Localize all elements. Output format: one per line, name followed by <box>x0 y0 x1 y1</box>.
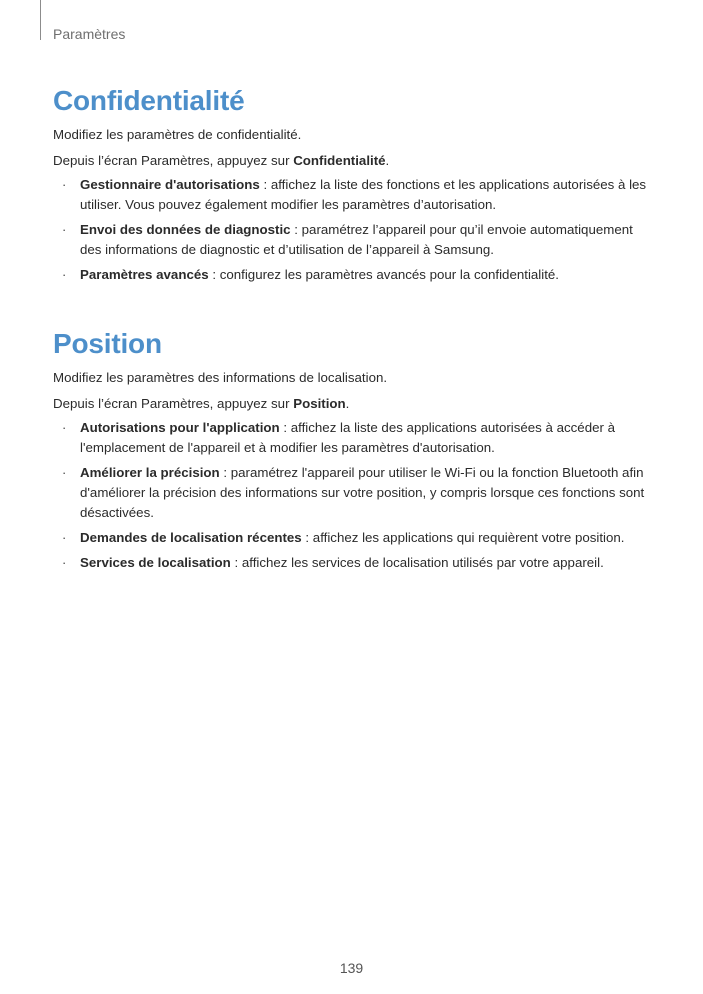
option-description: : paramétrez l'appareil pour utiliser le Wi-Fi ou la fonction Bluetooth afin d'améliorer la précision des informations sur votre position, y compris lorsque ces fonctions sont désactivées. <box>80 465 645 520</box>
option-term: Gestionnaire d'autorisations <box>80 177 260 192</box>
option-description: : affichez les applications qui requièrent votre position. <box>301 530 625 545</box>
section-title: Position <box>53 328 162 359</box>
section-intro: Modifiez les paramètres de confidentialité. <box>53 127 302 142</box>
navigation-instruction <box>53 394 653 414</box>
bullet-icon: · <box>62 465 67 480</box>
page-number: 139 <box>339 960 364 976</box>
bullet-icon: · <box>62 530 67 545</box>
list-item <box>53 220 653 260</box>
list-item <box>53 553 653 573</box>
option-list <box>53 418 653 573</box>
bullet-icon: · <box>62 267 67 282</box>
option-description: : affichez la liste des applications autorisées à accéder à l'emplacement de l'appareil et à modifier les paramètres d'autorisation. <box>80 420 615 455</box>
section-confidentialite <box>53 84 653 290</box>
option-description: : paramétrez l’appareil pour qu’il envoie automatiquement des informations de diagnostic et d’utilisation de l’appareil à Samsung. <box>80 222 633 257</box>
option-term: Améliorer la précision <box>80 465 220 480</box>
option-description: : affichez les services de localisation utilisés par votre appareil. <box>230 555 604 570</box>
list-item <box>53 463 653 523</box>
option-list <box>53 175 653 285</box>
navigation-instruction <box>53 151 653 171</box>
nav-suffix: . <box>385 153 390 168</box>
bullet-icon: · <box>62 420 67 435</box>
list-item <box>53 265 653 285</box>
bullet-icon: · <box>62 222 67 237</box>
running-header: Paramètres <box>53 26 126 42</box>
section-intro: Modifiez les paramètres des informations de localisation. <box>53 370 388 385</box>
option-term: Paramètres avancés <box>80 267 209 282</box>
list-item <box>53 175 653 215</box>
option-term: Autorisations pour l'application <box>80 420 280 435</box>
nav-target: Confidentialité <box>293 153 386 168</box>
option-description: : configurez les paramètres avancés pour la confidentialité. <box>208 267 559 282</box>
margin-rule <box>40 0 41 40</box>
option-term: Services de localisation <box>80 555 231 570</box>
nav-prefix: Depuis l’écran Paramètres, appuyez sur <box>53 153 294 168</box>
option-description: : affichez la liste des fonctions et les applications autorisées à les utiliser. Vous pouvez également modifier les paramètres d’autorisation. <box>80 177 647 212</box>
nav-suffix: . <box>345 396 350 411</box>
bullet-icon: · <box>62 555 67 570</box>
section-title: Confidentialité <box>53 85 245 116</box>
section-position <box>53 327 653 578</box>
nav-target: Position <box>293 396 346 411</box>
nav-prefix: Depuis l’écran Paramètres, appuyez sur <box>53 396 294 411</box>
list-item <box>53 418 653 458</box>
option-term: Demandes de localisation récentes <box>80 530 302 545</box>
bullet-icon: · <box>62 177 67 192</box>
list-item <box>53 528 653 548</box>
option-term: Envoi des données de diagnostic <box>80 222 291 237</box>
